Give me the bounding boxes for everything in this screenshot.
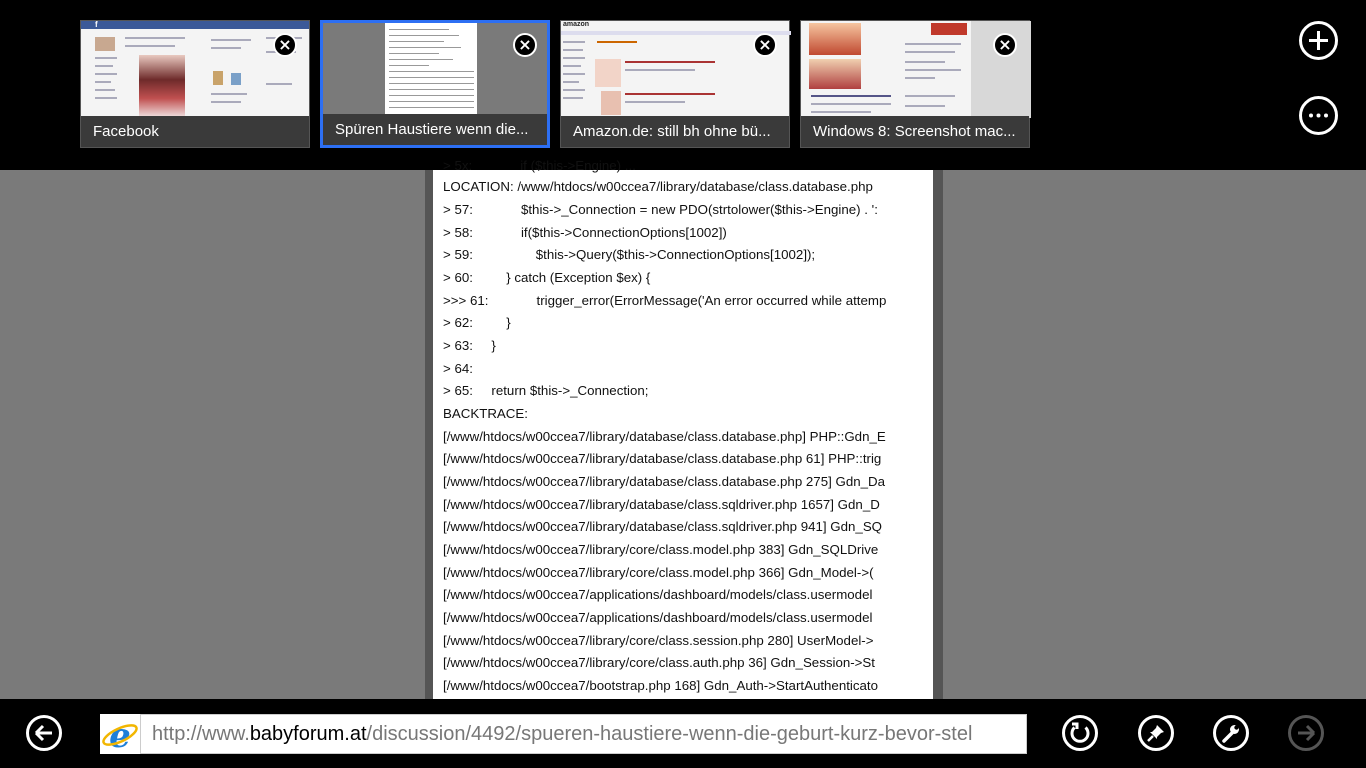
code-line: > 62: } bbox=[443, 315, 511, 330]
thumb-logo: amazon bbox=[563, 21, 590, 28]
code-line: [/www/htdocs/w00ccea7/bootstrap.php 168] Gdn_Auth->StartAuthenticato bbox=[443, 678, 878, 693]
code-line: [/www/htdocs/w00ccea7/library/core/class.auth.php 36] Gdn_Session->St bbox=[443, 655, 875, 670]
code-line: > 59: $this->Query($this->ConnectionOptions[1002]); bbox=[443, 247, 816, 262]
back-arrow-icon bbox=[29, 718, 59, 748]
tab-thumbnail bbox=[323, 23, 547, 116]
forward-arrow-icon bbox=[1291, 718, 1321, 748]
close-tab-icon[interactable]: × bbox=[753, 33, 777, 57]
refresh-button[interactable] bbox=[1062, 715, 1098, 751]
tab-windows8[interactable] bbox=[800, 20, 1030, 148]
close-tab-icon[interactable]: × bbox=[513, 33, 537, 57]
tab-thumbnail bbox=[801, 21, 1029, 118]
web-page-content[interactable] bbox=[433, 158, 933, 700]
code-line: > 65: return $this->_Connection; bbox=[443, 383, 649, 398]
close-tab-icon[interactable]: × bbox=[273, 33, 297, 57]
code-line: >>> 61: trigger_error(ErrorMessage('An error occurred while attemp bbox=[443, 293, 887, 308]
code-line: [/www/htdocs/w00ccea7/library/database/class.sqldriver.php 1657] Gdn_D bbox=[443, 497, 880, 512]
code-line: > 60: } catch (Exception $ex) { bbox=[443, 270, 651, 285]
code-line: LOCATION: /www/htdocs/w00ccea7/library/database/class.database.php bbox=[443, 179, 873, 194]
new-tab-button[interactable] bbox=[1299, 21, 1338, 60]
tab-title: Facebook bbox=[81, 116, 309, 147]
tab-facebook[interactable] bbox=[80, 20, 310, 148]
partial-line: > 5x: if ($this->Engine) ... bbox=[443, 158, 636, 173]
refresh-icon bbox=[1065, 718, 1095, 748]
code-line: BACKTRACE: bbox=[443, 406, 528, 421]
back-button[interactable] bbox=[26, 715, 62, 751]
close-tab-icon[interactable]: × bbox=[993, 33, 1017, 57]
tab-amazon[interactable] bbox=[560, 20, 790, 148]
code-line: [/www/htdocs/w00ccea7/library/core/class.model.php 366] Gdn_Model->( bbox=[443, 565, 874, 580]
tab-babyforum[interactable] bbox=[320, 20, 550, 148]
code-line: [/www/htdocs/w00ccea7/library/database/class.sqldriver.php 941] Gdn_SQ bbox=[443, 519, 883, 534]
forward-button[interactable] bbox=[1288, 715, 1324, 751]
tab-switcher-bar bbox=[0, 0, 1366, 170]
pin-icon bbox=[1141, 718, 1171, 748]
code-line: > 63: } bbox=[443, 338, 496, 353]
code-line: > 64: bbox=[443, 361, 473, 376]
tab-tools-button[interactable] bbox=[1299, 96, 1338, 135]
pin-to-start-button[interactable] bbox=[1138, 715, 1174, 751]
code-line: [/www/htdocs/w00ccea7/library/core/class.model.php 383] Gdn_SQLDrive bbox=[443, 542, 879, 557]
page-tools-button[interactable] bbox=[1213, 715, 1249, 751]
address-url bbox=[152, 723, 972, 746]
thumb-logo: f bbox=[95, 20, 98, 29]
address-bar[interactable] bbox=[140, 714, 1027, 754]
code-line: > 57: $this->_Connection = new PDO(strtolower($this->Engine) . ': bbox=[443, 202, 878, 217]
ellipsis-icon bbox=[1302, 99, 1335, 132]
tab-title: Amazon.de: still bh ohne bü... bbox=[561, 116, 789, 147]
tab-title: Windows 8: Screenshot mac... bbox=[801, 116, 1029, 147]
code-line: [/www/htdocs/w00ccea7/library/database/class.database.php] PHP::Gdn_E bbox=[443, 429, 886, 444]
code-line: [/www/htdocs/w00ccea7/applications/dashboard/models/class.usermodel bbox=[443, 587, 873, 602]
plus-icon bbox=[1302, 24, 1335, 57]
code-line: [/www/htdocs/w00ccea7/library/database/class.database.php 61] PHP::trig bbox=[443, 451, 882, 466]
svg-text:e: e bbox=[109, 716, 131, 756]
code-line: [/www/htdocs/w00ccea7/library/core/class.session.php 280] UserModel-> bbox=[443, 633, 874, 648]
url-path: /discussion/4492/spueren-haustiere-wenn-die-geburt-kurz-bevor-stel bbox=[366, 723, 973, 745]
code-line: [/www/htdocs/w00ccea7/library/database/class.database.php 275] Gdn_Da bbox=[443, 474, 886, 489]
code-line: [/www/htdocs/w00ccea7/applications/dashboard/models/class.usermodel bbox=[443, 610, 873, 625]
tab-title: Spüren Haustiere wenn die... bbox=[323, 114, 547, 145]
wrench-icon bbox=[1216, 718, 1246, 748]
url-domain: babyforum.at bbox=[249, 723, 367, 745]
tab-thumbnail bbox=[81, 21, 309, 118]
code-line: > 58: if($this->ConnectionOptions[1002]) bbox=[443, 225, 727, 240]
tab-thumbnail bbox=[561, 21, 789, 118]
url-prefix: http://www. bbox=[152, 723, 250, 745]
ie-logo-icon bbox=[100, 714, 140, 754]
